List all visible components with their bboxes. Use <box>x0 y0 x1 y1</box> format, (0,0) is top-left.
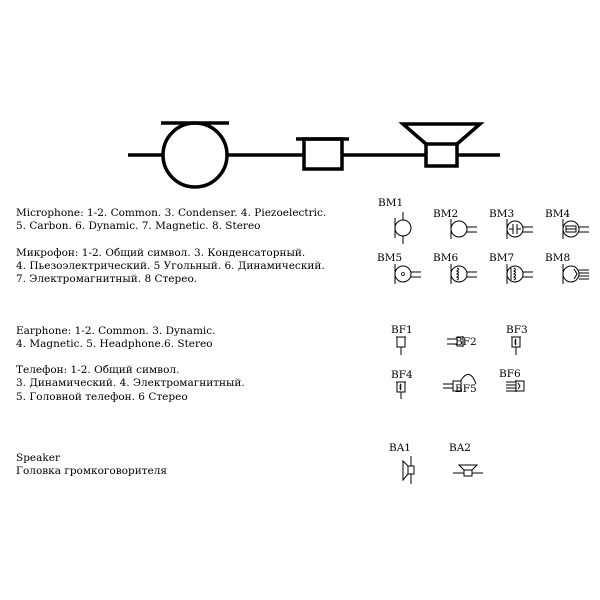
symbol-label-bf3: BF3 <box>506 324 528 336</box>
symbol-label-bm7: BM7 <box>489 252 515 264</box>
symbol-bf3 <box>511 337 521 355</box>
symbol-bm8 <box>563 264 589 284</box>
earphone-description-ru-3: 5. Головной телефон. 6 Стерео <box>16 391 188 403</box>
symbol-label-ba1: BA1 <box>389 442 411 454</box>
symbol-bm7 <box>507 264 533 284</box>
symbol-label-bf2: BF2 <box>455 336 477 348</box>
speaker-description-ru: Головка громкоговорителя <box>16 465 168 477</box>
symbol-label-bm5: BM5 <box>377 252 403 264</box>
symbol-label-bm2: BM2 <box>433 208 459 220</box>
microphone-description-ru-3: 7. Электромагнитный. 8 Стерео. <box>16 273 198 285</box>
symbol-label-bm6: BM6 <box>433 252 459 264</box>
symbol-bm2 <box>451 219 477 239</box>
symbol-label-ba2: BA2 <box>449 442 471 454</box>
symbol-bm5 <box>395 264 421 284</box>
symbol-ba1 <box>403 456 414 484</box>
symbol-label-bf4: BF4 <box>391 369 413 381</box>
symbol-label-bm1: BM1 <box>378 197 404 209</box>
speaker-description-en: Speaker <box>16 452 60 464</box>
header-microphone-symbol <box>128 123 265 187</box>
symbol-label-bf6: BF6 <box>499 368 521 380</box>
header-speaker-symbol <box>383 124 500 166</box>
microphone-description-en-1: Microphone: 1-2. Common. 3. Condenser. 4. Piezoelectric. <box>16 207 327 219</box>
symbol-bm1 <box>395 212 411 244</box>
symbol-bf6 <box>506 380 524 392</box>
microphone-description-en-2: 5. Carbon. 6. Dynamic. 7. Magnetic. 8. Stereo <box>16 220 261 232</box>
earphone-description-en-2: 4. Magnetic. 5. Headphone.6. Stereo <box>16 338 213 350</box>
symbol-bm6 <box>451 264 477 284</box>
symbol-bm4 <box>563 219 589 239</box>
symbol-bm3 <box>507 219 533 239</box>
earphone-description-en-1: Earphone: 1-2. Common. 3. Dynamic. <box>16 325 216 337</box>
earphone-description-ru-2: 3. Динамический. 4. Электромагнитный. <box>16 377 245 389</box>
earphone-description-ru-1: Телефон: 1-2. Общий символ. <box>16 364 180 376</box>
symbol-label-bm8: BM8 <box>545 252 571 264</box>
symbol-label-bm4: BM4 <box>545 208 571 220</box>
symbol-label-bf5: BF5 <box>455 383 477 395</box>
symbol-label-bm3: BM3 <box>489 208 515 220</box>
symbol-bf4 <box>396 382 406 399</box>
microphone-description-ru-2: 4. Пьезоэлектрический. 5 Угольный. 6. Динамический. <box>16 260 325 272</box>
symbol-label-bf1: BF1 <box>391 324 413 336</box>
microphone-description-ru-1: Микрофон: 1-2. Общий символ. 3. Конденсаторный. <box>16 247 306 259</box>
header-earphone-symbol <box>265 139 383 169</box>
symbol-bf1 <box>396 337 406 355</box>
symbol-ba2 <box>453 465 483 476</box>
